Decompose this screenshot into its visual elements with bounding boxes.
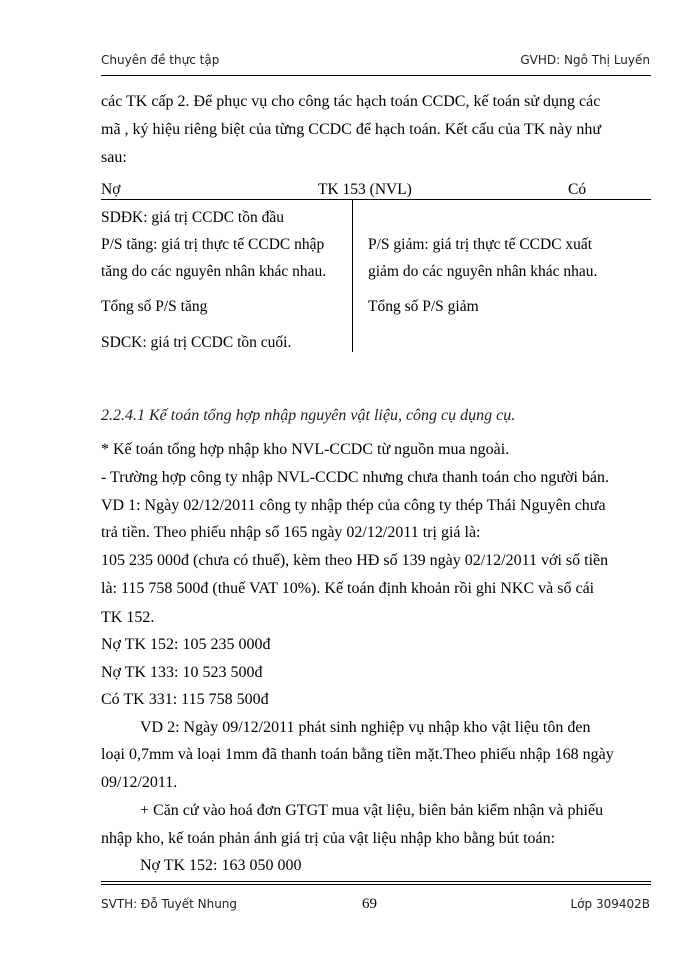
t-account-total-decrease: Tổng số P/S giảm — [368, 298, 479, 315]
journal-entry: Có TK 331: 115 758 500đ — [101, 691, 269, 708]
t-account-decrease-1: P/S giảm: giá trị thực tế CCDC xuất — [368, 236, 593, 253]
footer-rule — [101, 881, 651, 882]
journal-entry: Nợ TK 152: 163 050 000 — [140, 857, 302, 874]
intro-line-3: sau: — [101, 149, 127, 166]
body-line: nhập kho, kế toán phản ánh giá trị của vật liệu nhập kho bằng bút toán: — [101, 830, 556, 847]
t-account-increase-2: tăng do các nguyên nhân khác nhau. — [101, 263, 327, 280]
journal-entry: Nợ TK 152: 105 235 000đ — [101, 636, 271, 653]
body-line: - Trường hợp công ty nhập NVL-CCDC nhưng chưa thanh toán cho người bán. — [101, 469, 610, 486]
body-line: trả tiền. Theo phiếu nhập số 165 ngày 02/12/2011 trị giá là: — [101, 524, 481, 541]
body-line: VD 2: Ngày 09/12/2011 phát sinh nghiệp vụ nhập kho vật liệu tôn đen — [140, 719, 591, 736]
body-line: + Căn cứ vào hoá đơn GTGT mua vật liệu, biên bản kiểm nhận và phiếu — [140, 802, 604, 819]
header-rule — [101, 75, 651, 76]
body-line: 105 235 000đ (chưa có thuế), kèm theo HĐ số 139 ngày 02/12/2011 với số tiền — [101, 552, 609, 569]
body-line: là: 115 758 500đ (thuế VAT 10%). Kế toán định khoản rồi ghi NKC và sổ cái — [101, 580, 595, 597]
body-line: loại 0,7mm và loại 1mm đã thanh toán bằng tiền mặt.Theo phiếu nhập 168 ngày — [101, 746, 614, 763]
t-account-top-rule — [101, 199, 651, 200]
t-account-increase-1: P/S tăng: giá trị thực tế CCDC nhập — [101, 236, 325, 253]
body-line: * Kế toán tổng hợp nhập kho NVL-CCDC từ nguồn mua ngoài. — [101, 441, 510, 458]
footer-rule-double — [101, 884, 651, 885]
body-line: 09/12/2011. — [101, 774, 178, 791]
t-account-total-increase: Tổng số P/S tăng — [101, 298, 208, 315]
t-account-title: TK 153 (NVL) — [318, 181, 412, 198]
header-left: Chuyên đề thực tập — [101, 53, 220, 67]
t-account-decrease-2: giảm do các nguyên nhân khác nhau. — [368, 263, 598, 280]
intro-line-2: mã , ký hiệu riêng biệt của từng CCDC để hạch toán. Kết cấu của TK này như — [101, 121, 602, 138]
intro-line-1: các TK cấp 2. Để phục vụ cho công tác hạch toán CCDC, kế toán sử dụng các — [101, 93, 601, 110]
body-line: TK 152. — [101, 609, 155, 626]
section-heading: 2.2.4.1 Kế toán tổng hợp nhập nguyên vật liệu, công cụ dụng cụ. — [101, 407, 516, 424]
header-right: GVHD: Ngô Thị Luyến — [520, 53, 650, 67]
journal-entry: Nợ TK 133: 10 523 500đ — [101, 664, 263, 681]
footer-left: SVTH: Đỗ Tuyết Nhung — [101, 897, 238, 911]
t-account-debit-label: Nợ — [101, 181, 121, 198]
footer-right: Lớp 309402B — [570, 897, 650, 911]
t-account-closing: SDCK: giá trị CCDC tồn cuối. — [101, 334, 292, 351]
t-account-divider — [352, 200, 353, 352]
page-number: 69 — [362, 896, 377, 912]
t-account-credit-label: Có — [568, 181, 587, 198]
body-line: VD 1: Ngày 02/12/2011 công ty nhập thép của công ty thép Thái Nguyên chưa — [101, 497, 606, 514]
t-account-opening: SDĐK: giá trị CCDC tồn đầu — [101, 209, 284, 226]
